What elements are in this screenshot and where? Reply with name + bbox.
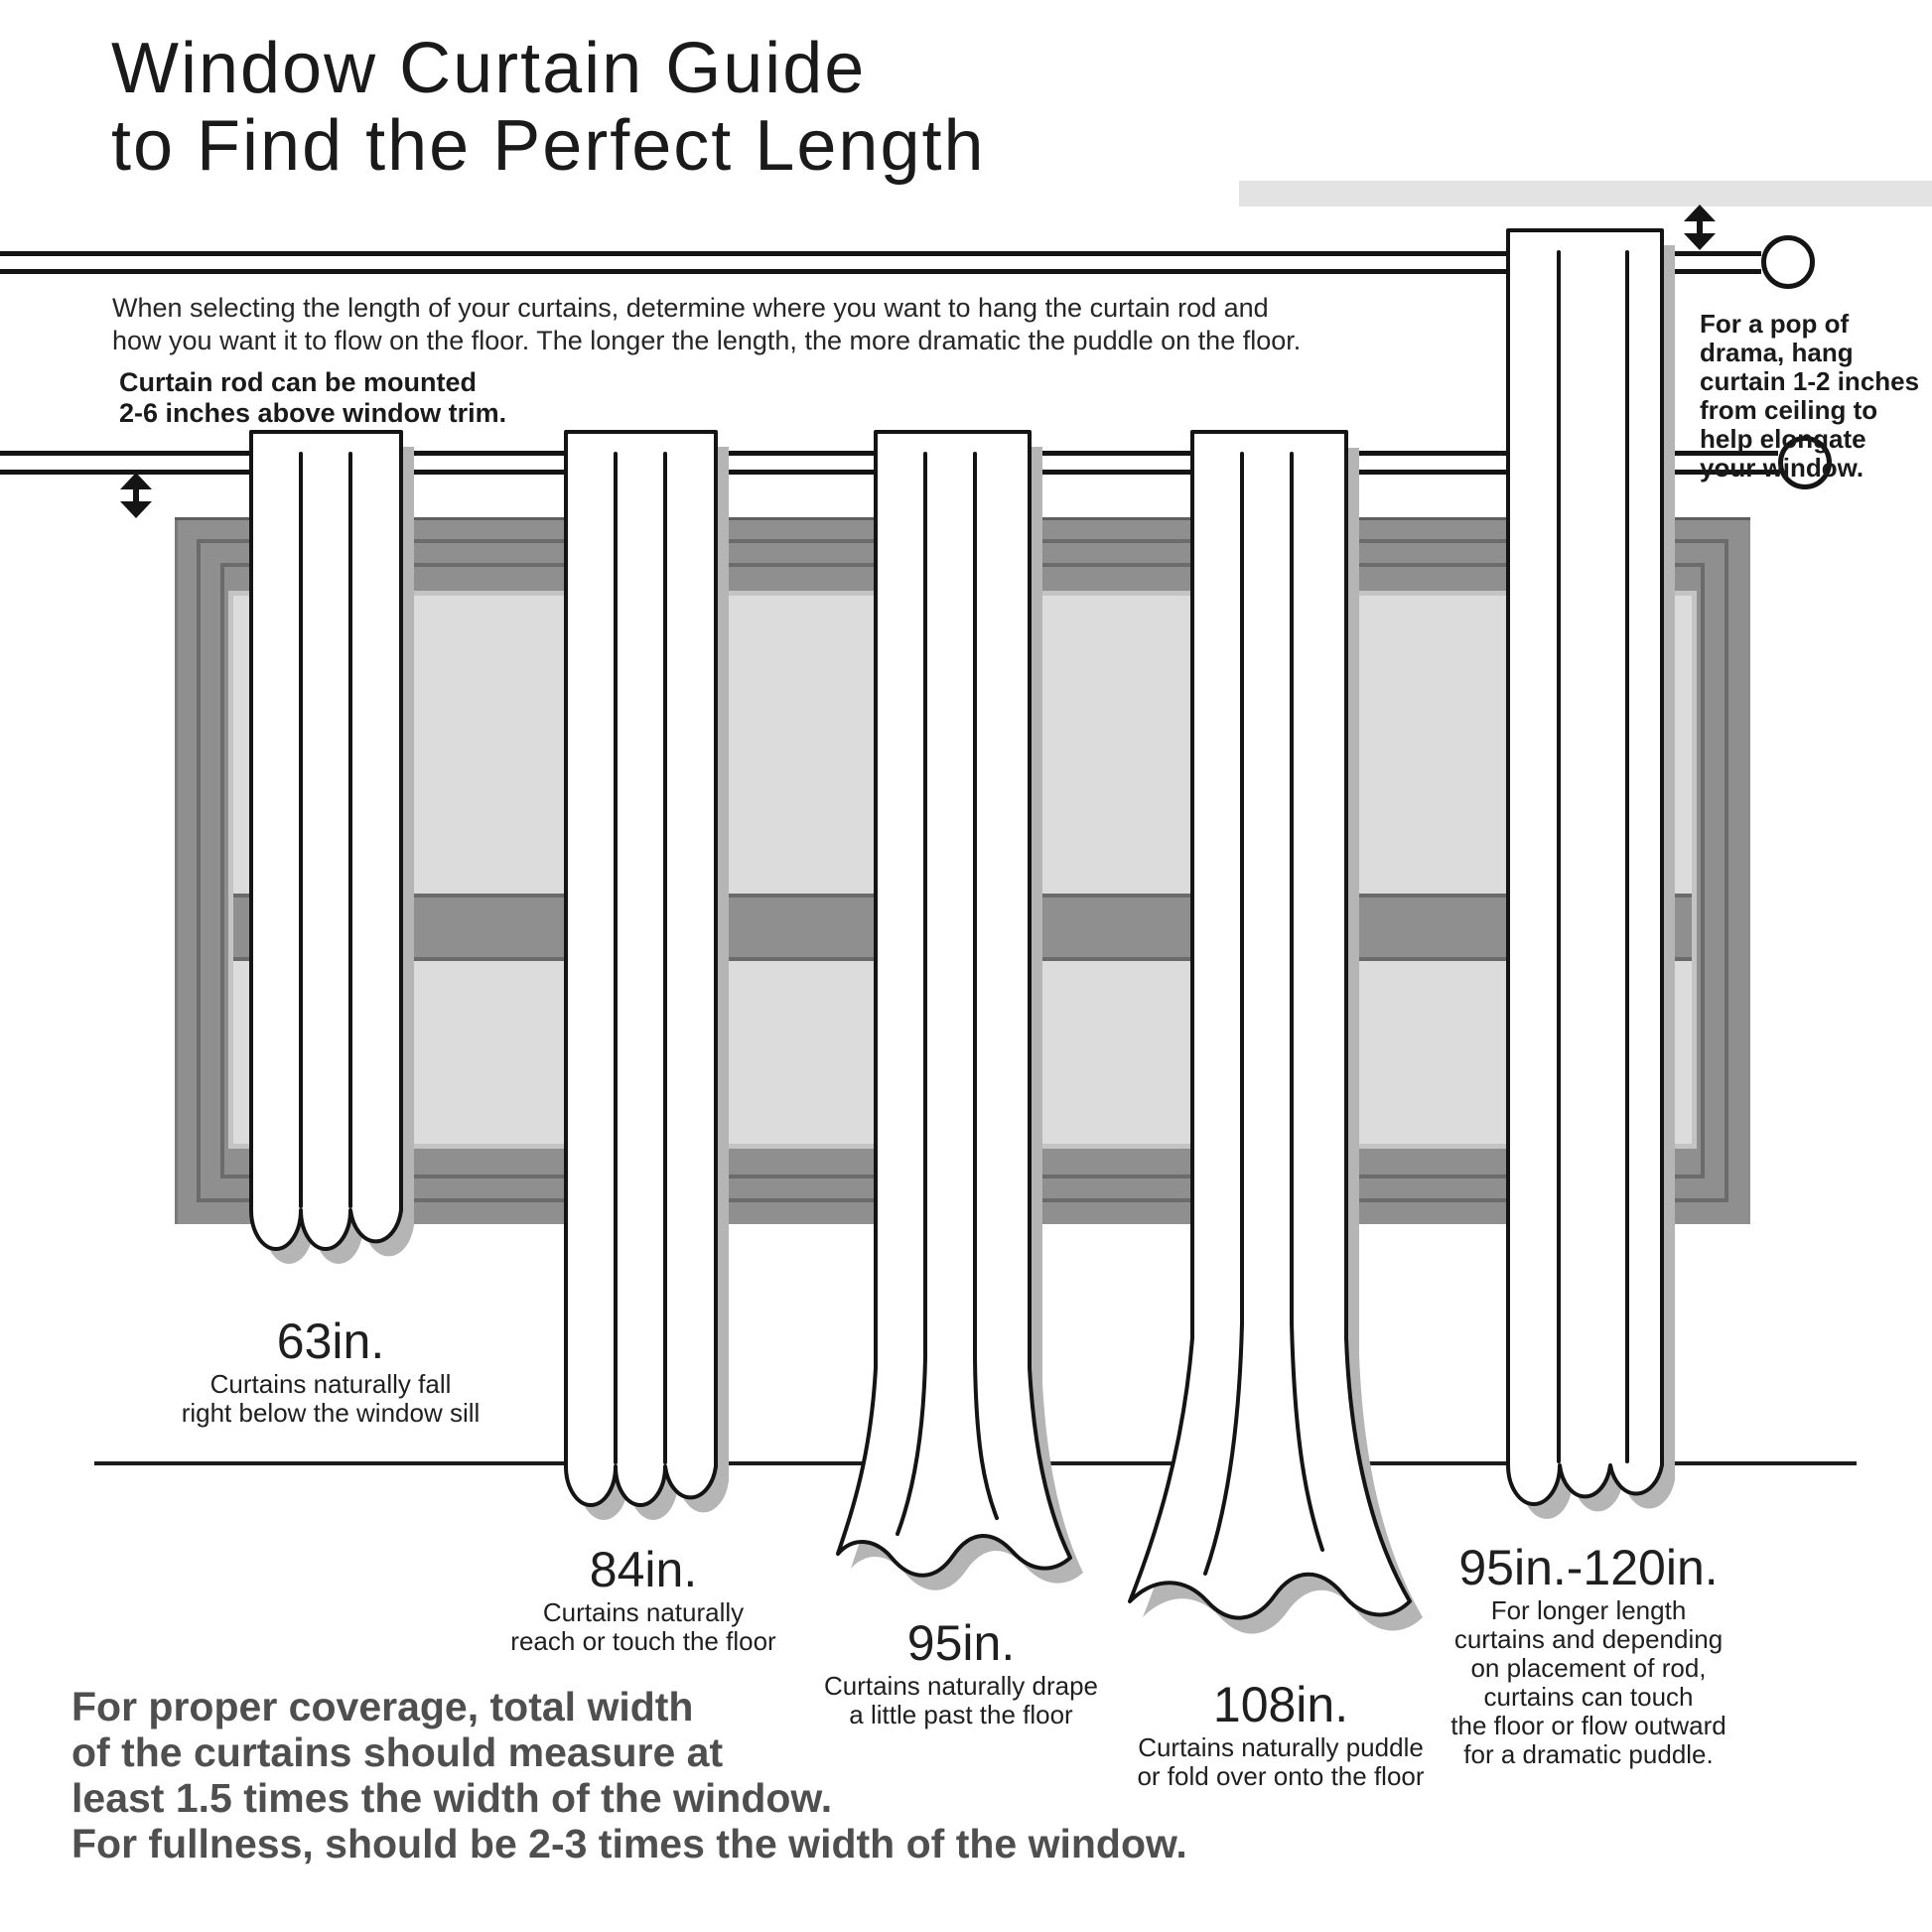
desc-84in-line1: Curtains naturally	[542, 1597, 745, 1627]
label-95in: 95in.	[906, 1615, 1016, 1671]
ceiling-note-line5: help elongate	[1700, 424, 1866, 454]
intro-paragraph	[112, 292, 1301, 357]
label-95-120in: 95in.-120in.	[1458, 1540, 1719, 1595]
desc-95-120in-line5: the floor or flow outward	[1450, 1711, 1726, 1740]
desc-95-120in-line3: on placement of rod,	[1470, 1653, 1707, 1683]
coverage-note-line2: of the curtains should measure at	[71, 1729, 724, 1775]
desc-95-120in-line4: curtains can touch	[1483, 1682, 1694, 1712]
coverage-note-line1: For proper coverage, total width	[71, 1684, 694, 1729]
rod-mount-note-line1: Curtain rod can be mounted	[119, 367, 478, 397]
coverage-note-line3: least 1.5 times the width of the window.	[71, 1775, 833, 1821]
intro-line2: how you want it to flow on the floor. The longer the length, the more dramatic the puddle on the floor.	[112, 326, 1302, 355]
desc-84in	[510, 1598, 775, 1656]
desc-108in-line1: Curtains naturally puddle	[1138, 1732, 1424, 1762]
coverage-note	[71, 1684, 1187, 1866]
desc-95in-line1: Curtains naturally drape	[823, 1671, 1099, 1701]
ceiling-note-line3: curtain 1-2 inches	[1700, 366, 1920, 396]
ceiling-rod-top-line	[0, 251, 1761, 256]
curtain-95in	[814, 430, 1104, 1596]
desc-108in-line2: or fold over onto the floor	[1137, 1761, 1425, 1791]
curtain-108in	[1112, 430, 1451, 1681]
curtain-84in	[564, 430, 738, 1537]
desc-63in-line1: Curtains naturally fall	[209, 1369, 452, 1399]
page-title-line2: to Find the Perfect Length	[111, 106, 986, 186]
rod-height-arrow-icon	[118, 473, 154, 518]
desc-84in-line2: reach or touch the floor	[510, 1626, 776, 1656]
label-63in: 63in.	[276, 1313, 385, 1369]
page-title-line1: Window Curtain Guide	[111, 29, 867, 108]
desc-95-120in-line6: for a dramatic puddle.	[1463, 1739, 1714, 1769]
desc-95in-line2: a little past the floor	[849, 1700, 1073, 1729]
curtain-63in	[249, 430, 423, 1284]
ceiling-note-line2: drama, hang	[1700, 338, 1854, 367]
intro-line1: When selecting the length of your curtains, determine where you want to hang the curtain rod and	[112, 293, 1269, 323]
label-84in: 84in.	[589, 1542, 698, 1597]
ceiling-note-line4: from ceiling to	[1700, 395, 1878, 425]
desc-63in-line2: right below the window sill	[181, 1398, 481, 1428]
desc-95-120in-line2: curtains and depending	[1453, 1624, 1724, 1654]
coverage-note-line4: For fullness, should be 2-3 times the width of the window.	[71, 1821, 1187, 1866]
page-title	[111, 30, 986, 185]
desc-63in	[182, 1370, 481, 1428]
label-108in: 108in.	[1212, 1677, 1349, 1732]
curtain-95-120in	[1506, 228, 1680, 1529]
rod-mount-note	[119, 367, 506, 429]
rod-mount-note-line2: 2-6 inches above window trim.	[119, 398, 507, 428]
ceiling-rod-bottom-line	[0, 269, 1761, 274]
ceiling-rod-finial-icon	[1761, 235, 1815, 289]
ceiling-gap-arrow-icon	[1682, 205, 1718, 250]
ceiling-note-line1: For a pop of	[1700, 309, 1850, 339]
ceiling-drama-note	[1700, 310, 1919, 483]
desc-95-120in-line1: For longer length	[1490, 1595, 1687, 1625]
ceiling-bar	[1239, 181, 1932, 207]
desc-95-120in	[1450, 1596, 1725, 1769]
ceiling-note-line6: your window.	[1700, 453, 1864, 483]
